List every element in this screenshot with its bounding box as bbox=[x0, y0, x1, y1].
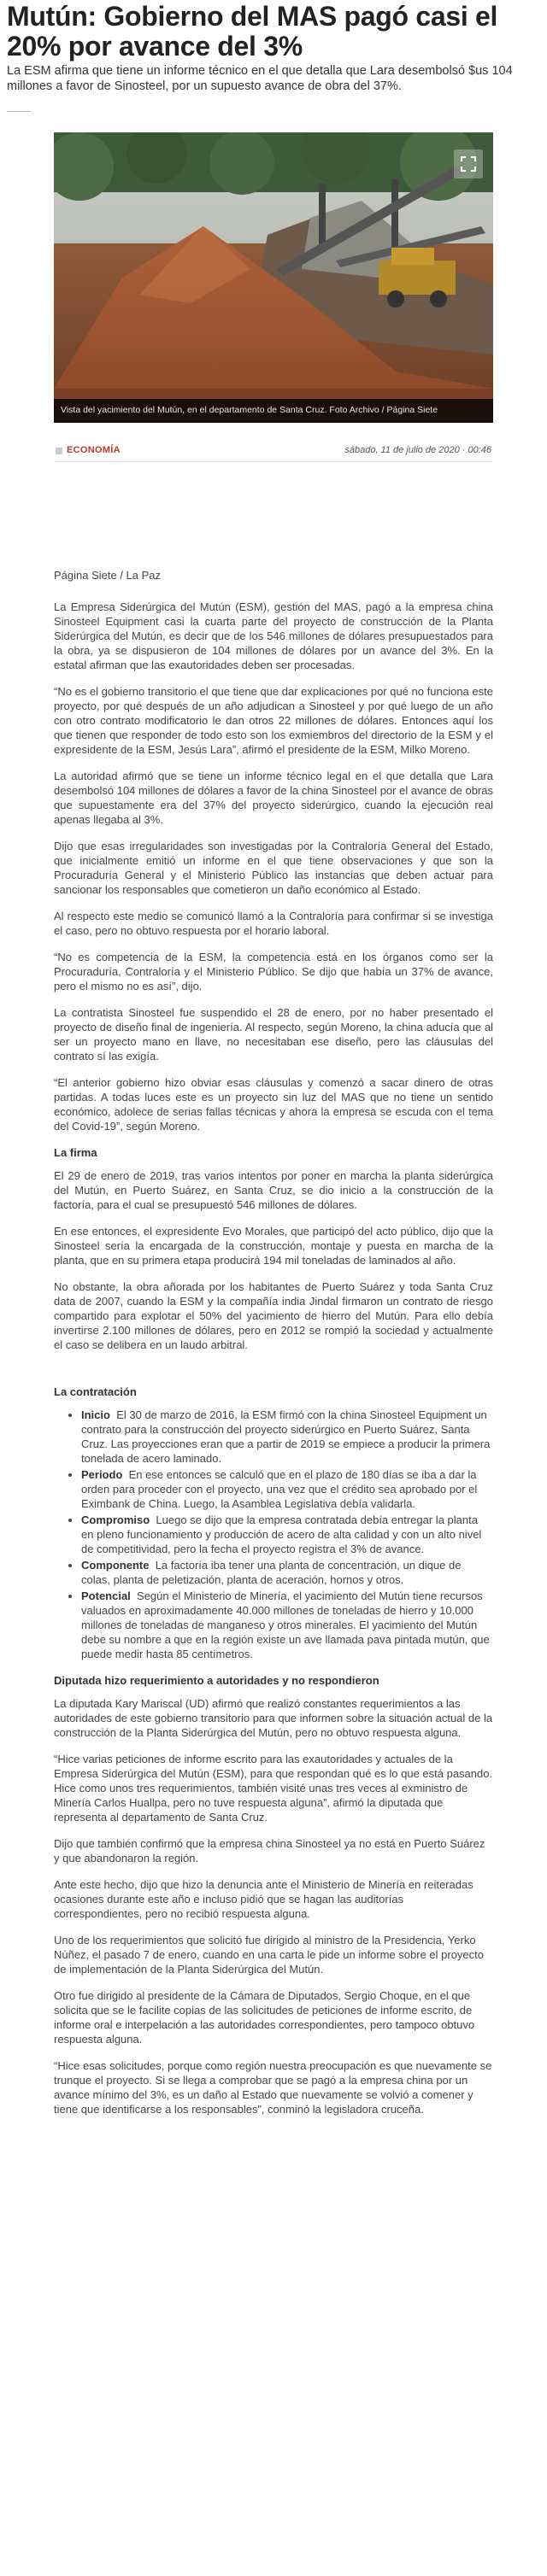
list-item bbox=[81, 1558, 493, 1587]
category-marker-icon bbox=[56, 448, 62, 454]
divider bbox=[7, 111, 31, 112]
paragraph: La diputada Kary Mariscal (UD) afirmó que realizó constantes requerimientos a las autoridades de este gobierno transitorio para que informen sobre la situación actual de la construcción de la Planta Siderúrgica del Mutún, pero no obtuvo respuesta alguna. bbox=[54, 1697, 493, 1739]
publish-date: sábado, 11 de julio de 2020 · 00:46 bbox=[344, 445, 491, 455]
subheadline: La ESM afirma que tiene un informe técnico en el que detalla que Lara desembolsó $us 104 millones a favor de Sinosteel, por un supuesto avance de obra del 37%. bbox=[7, 64, 513, 93]
list-item-text: Luego se dijo que la empresa contratada debía entregar la planta en pleno funcionamiento y producción de acero de alta calidad y con un alto nivel de competitividad, pero la fecha el proyecto registra el 3% de avance. bbox=[81, 1513, 482, 1555]
byline: Página Siete / La Paz bbox=[54, 569, 162, 582]
photo-caption: Vista del yacimiento del Mutún, en el departamento de Santa Cruz. Foto Archivo / Página Siete bbox=[61, 405, 438, 415]
paragraph: Otro fue dirigido al presidente de la Cámara de Diputados, Sergio Choque, en el que solicita que se le facilite copias de las solicitudes de peticiones de informe escrito, de informe oral e interpelación a las autoridades correspondientes, pero tampoco obtuvo respuesta alguna. bbox=[54, 1989, 475, 2046]
article-meta bbox=[54, 442, 493, 462]
paragraph: El 29 de enero de 2019, tras varios intentos por poner en marcha la planta siderúrgica del Mutún, en Puerto Suárez, en Santa Cruz, se dio inicio a la construcción de la factoría, para el cual se presupuestó 546 millones de dólares. bbox=[54, 1169, 493, 1211]
expand-image-button[interactable] bbox=[454, 149, 483, 179]
list-item-text: La factoría iba tener una planta de concentración, un dique de colas, planta de peletización, planta de aceración, hornos y otros. bbox=[81, 1559, 462, 1586]
section-heading: La firma bbox=[54, 1146, 97, 1159]
paragraph: Uno de los requerimientos que solicitó fue dirigido al ministro de la Presidencia, Yerko Núñez, el pasado 7 de enero, cuando en una carta le pide un informe sobre el proyecto de implementación de la Planta Siderúrgica del Mutún. bbox=[54, 1934, 485, 1976]
paragraph: Dijo que también confirmó que la empresa china Sinosteel ya no está en Puerto Suárez y que abandonaron la región. bbox=[54, 1837, 485, 1865]
list-item bbox=[81, 1467, 493, 1511]
mine-landscape-image bbox=[54, 132, 493, 423]
list-item bbox=[81, 1513, 493, 1556]
list-item-text: El 30 de marzo de 2016, la ESM firmó con la china Sinosteel Equipment un contrato para la construcción del proyecto siderúrgico en Puerto Suárez, Santa Cruz. Las proyecciones eran que a partir de 2019 se empiece a producir la primera tonelada de acero laminado. bbox=[81, 1408, 491, 1465]
featured-photo[interactable] bbox=[54, 132, 493, 423]
paragraph: “Hice varias peticiones de informe escrito para las exautoridades y actuales de la Empresa Siderúrgica del Mutún (ESM), para que respondan qué es lo que está pasando. Hice como unos tres requerimientos, también visité unas tres veces al exministro de Minería Carlos Huallpa, pero no tuve respuesta alguna”, afirmó la diputada que representa al departamento de Santa Cruz. bbox=[54, 1753, 493, 1824]
list-item-term: Compromiso bbox=[81, 1513, 150, 1526]
category-link[interactable]: ECONOMÍA bbox=[67, 445, 121, 455]
list-item bbox=[81, 1589, 493, 1661]
list-item-text: Según el Ministerio de Minería, el yacimiento del Mutún tiene recursos valuados en aproximadamente 40.000 millones de toneladas de hierro y 10.000 millones de toneladas de manganeso y otros minerales. El yacimiento del Mutún debe su nombre a que en la región existe un ave llamada pava pintada mutún, que puede medir hasta 85 centímetros. bbox=[81, 1590, 490, 1660]
paragraph: Dijo que esas irregularidades son investigadas por la Contraloría General del Estado, que inicialmente emitió un informe en el que tiene observaciones y que son la Procuraduría General y el Ministerio Público las instancias que deben actuar para sancionar los responsables que cometieron un daño económico al Estado. bbox=[54, 840, 493, 896]
list-item-term: Componente bbox=[81, 1559, 150, 1572]
paragraph: La Empresa Siderúrgica del Mutún (ESM), gestión del MAS, pagó a la empresa china Sinosteel Equipment casi la cuarta parte del proyecto de construcción de la Planta Siderúrgica del Mutún, es decir que de los 546 millones de dólares presupuestados para la obra, ya se dispusieron de 104 millones de dólares por un avance del 3%. En la estatal afirman que las exautoridades deben ser procesadas. bbox=[54, 600, 493, 671]
paragraph: Al respecto este medio se comunicó llamó a la Contraloría para confirmar si se investiga el caso, pero no obtuvo respuesta por el horario laboral. bbox=[54, 910, 493, 937]
paragraph: La autoridad afirmó que se tiene un informe técnico legal en el que detalla que Lara desembolsó 104 millones de dólares a favor de la china Sinosteel por el avance de obras que supuestamente era del 37% del proyecto siderúrgico, cuando la ejecución real apenas llegaba al 3%. bbox=[54, 770, 493, 826]
list-item-term: Potencial bbox=[81, 1590, 131, 1602]
photo-caption-bar bbox=[54, 399, 493, 423]
list-item bbox=[81, 1408, 493, 1466]
contract-facts-list bbox=[54, 1408, 493, 1661]
section-heading: La contratación bbox=[54, 1385, 137, 1398]
list-item-text: En ese entonces se calculó que en el plazo de 180 días se iba a dar la orden para proceder con el proyecto, una vez que el crédito sea aprobado por el Eximbank de China. Luego, la Asamblea Legislativa debía validarla. bbox=[81, 1468, 478, 1510]
section-heading: Diputada hizo requerimiento a autoridades y no respondieron bbox=[54, 1674, 379, 1687]
headline: Mutún: Gobierno del MAS pagó casi el 20% por avance del 3% bbox=[7, 1, 498, 61]
paragraph: En ese entonces, el expresidente Evo Morales, que participó del acto público, dijo que la Sinosteel sería la encargada de la construcción, montaje y puesta en marcha de la planta, que en su primera etapa producirá 194 mil toneladas de laminados al año. bbox=[54, 1225, 493, 1267]
paragraph: “No es el gobierno transitorio el que tiene que dar explicaciones por qué no funciona este proyecto, por qué después de un año adjudican a Sinosteel y por qué luego de un año con otro contrato modificatorio le dan otros 22 millones de dólares. Entonces aquí los que tienen que responder de todo esto son los exmiembros del directorio de la ESM y el expresidente de la ESM, Jesús Lara”, afirmó el presidente de la ESM, Milko Moreno. bbox=[54, 685, 493, 756]
paragraph: “Hice esas solicitudes, porque como región nuestra preocupación es que nuevamente se trunque el proyecto. Si se llega a comprobar que se pagó a la empresa china por un avance mínimo del 3%, es un daño al Estado que nuevamente se volvió a comener y tiene que identificarse a los responsables”, conminó la legisladora cruceña. bbox=[54, 2059, 492, 2116]
article-body bbox=[54, 568, 493, 2128]
list-item-term: Periodo bbox=[81, 1468, 123, 1481]
expand-icon bbox=[461, 156, 476, 172]
paragraph: “El anterior gobierno hizo obviar esas cláusulas y comenzó a sacar dinero de otras partidas. A todas luces este es un proyecto sin luz del MAS que no tiene un sentido económico, adolece de serias fallas técnicas y ahora la empresa se escuda con el tema del Covid-19”, según Moreno. bbox=[54, 1076, 493, 1133]
paragraph: No obstante, la obra añorada por los habitantes de Puerto Suárez y toda Santa Cruz data de 2007, cuando la ESM y la compañía india Jindal firmaron un contrato de riesgo compartido para explotar el 50% del yacimiento de hierro del Mutún. Para ello debía invertirse 2.100 millones de dólares, pero en 2012 se rompió la sociedad y actualmente el caso se delibera en un laudo arbitral. bbox=[54, 1280, 493, 1351]
paragraph: “No es competencia de la ESM, la competencia está en los órganos como ser la Procuraduría, Contraloría y el Ministerio Público. Se dijo que había un 37% de avance, pero el mismo no es así”, dijo. bbox=[54, 951, 493, 992]
list-item-term: Inicio bbox=[81, 1408, 110, 1421]
paragraph: La contratista Sinosteel fue suspendido el 28 de enero, por no haber presentado el proyecto de diseño final de ingeniería. Al respecto, según Moreno, la china aducía que al ser un proyecto mano en llave, no necesitaban ese diseño, pero las cláusulas del contrato sí las exigía. bbox=[54, 1006, 493, 1063]
paragraph: Ante este hecho, dijo que hizo la denuncia ante el Ministerio de Minería en reiteradas ocasiones durante este año e incluso pidió que se hagan las auditorías correspondientes, pero no recibió respuesta alguna. bbox=[54, 1878, 473, 1920]
